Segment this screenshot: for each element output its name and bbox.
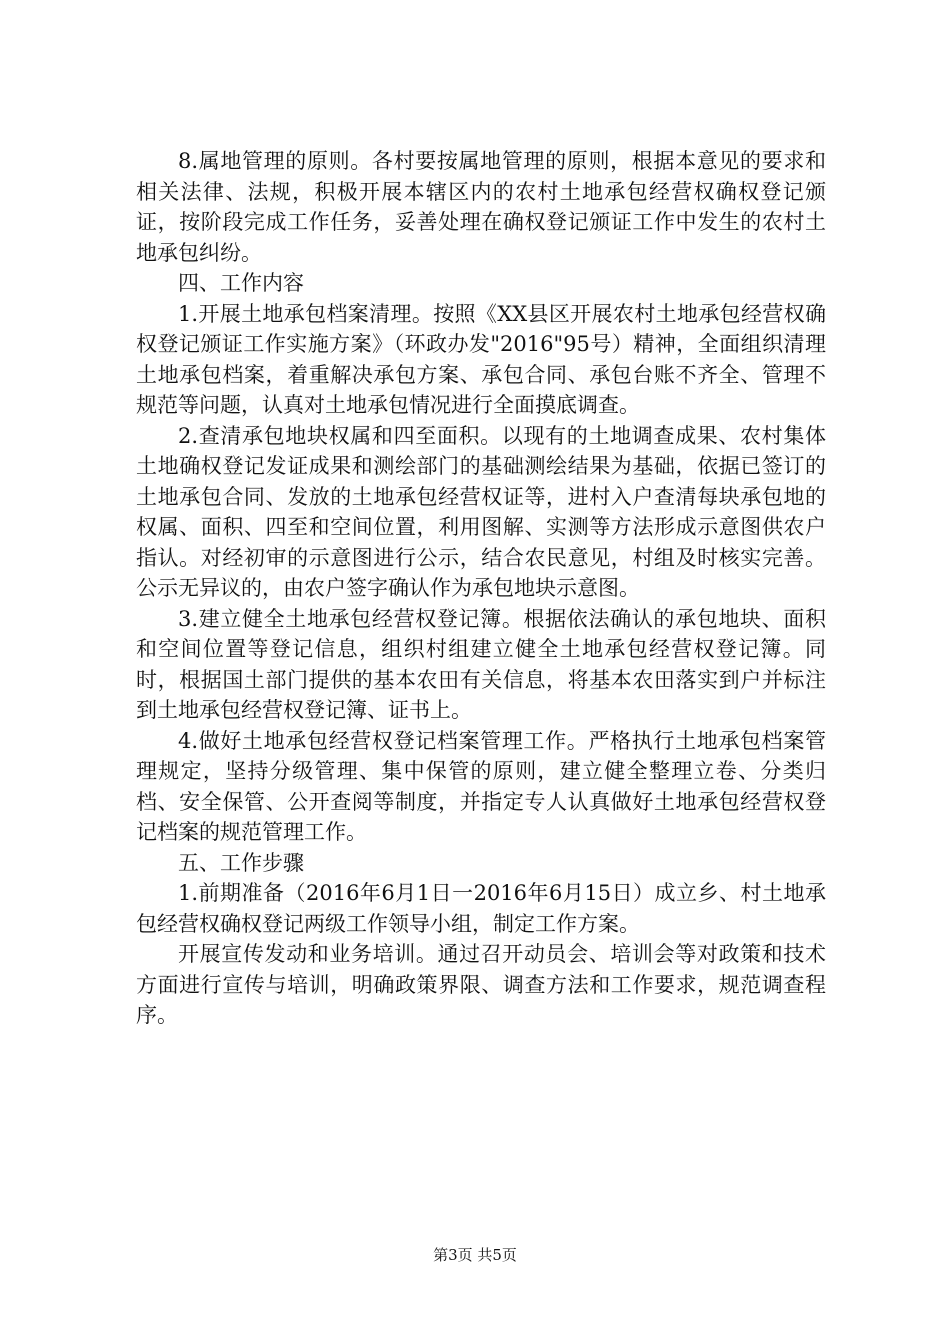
paragraph-content-4: 4.做好土地承包经营权登记档案管理工作。严格执行土地承包档案管理规定，坚持分级管理、集中保管的原则，建立健全整理立卷、分类归档、安全保管、公开查阅等制度，并指定专人认真做好土地承包经营权登记档案的规范管理工作。 (136, 728, 826, 844)
paragraph-principle-8: 8.属地管理的原则。各村要按属地管理的原则，根据本意见的要求和相关法律、法规，积极开展本辖区内的农村土地承包经营权确权登记颁证，按阶段完成工作任务，妥善处理在确权登记颁证工作中发生的农村土地承包纠纷。 (136, 149, 826, 265)
paragraph-content-1: 1.开展土地承包档案清理。按照《XX县区开展农村土地承包经营权确权登记颁证工作实施方案》（环政办发"2016"95号）精神，全面组织清理土地承包档案，着重解决承包方案、承包合同、承包台账不齐全、管理不规范等问题，认真对土地承包情况进行全面摸底调查。 (136, 301, 826, 417)
paragraph-content-2: 2.查清承包地块权属和四至面积。以现有的土地调查成果、农村集体土地确权登记发证成果和测绘部门的基础测绘结果为基础，依据已签订的土地承包合同、发放的土地承包经营权证等，进村入户查清每块承包地的权属、面积、四至和空间位置，利用图解、实测等方法形成示意图供农户指认。对经初审的示意图进行公示，结合农民意见，村组及时核实完善。公示无异议的，由农户签字确认作为承包地块示意图。 (136, 423, 826, 600)
document-body (136, 146, 826, 1031)
section-heading-work-steps: 五、工作步骤 (178, 850, 304, 875)
page-number-footer: 第3页 共5页 (433, 1246, 517, 1264)
paragraph-step-1: 1.前期准备（2016年6月1日一2016年6月15日）成立乡、村土地承包经营权确权登记两级工作领导小组，制定工作方案。 (136, 881, 826, 936)
section-heading-work-content: 四、工作内容 (178, 271, 304, 295)
paragraph-training: 开展宣传发动和业务培训。通过召开动员会、培训会等对政策和技术方面进行宣传与培训，明确政策界限、调查方法和工作要求，规范调查程序。 (136, 942, 826, 1027)
paragraph-content-3: 3.建立健全土地承包经营权登记簿。根据依法确认的承包地块、面积和空间位置等登记信息，组织村组建立健全土地承包经营权登记簿。同时，根据国土部门提供的基本农田有关信息，将基本农田落实到户并标注到土地承包经营权登记簿、证书上。 (136, 606, 826, 722)
